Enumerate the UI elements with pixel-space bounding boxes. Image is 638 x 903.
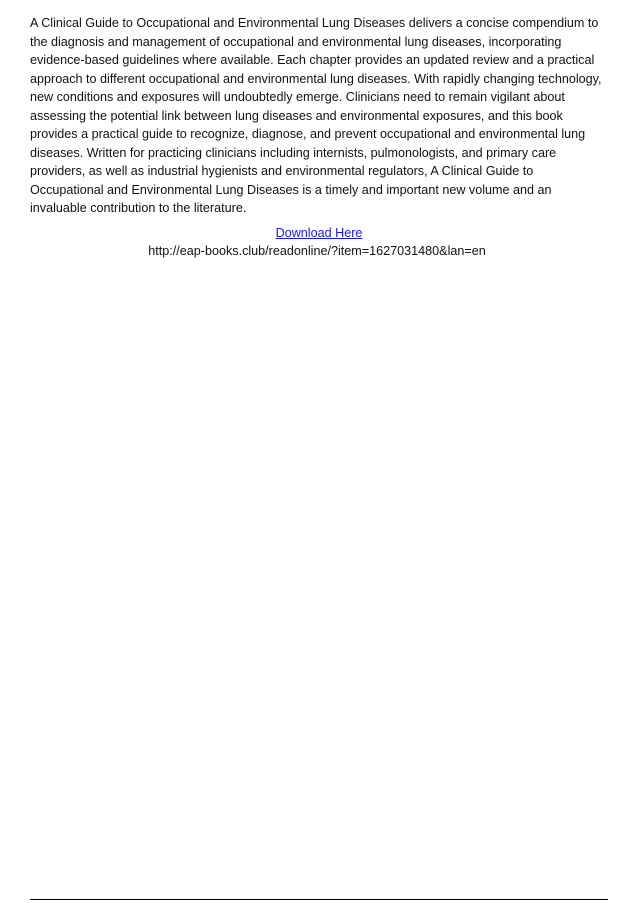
download-section xyxy=(0,224,638,260)
footer-divider xyxy=(30,899,608,900)
book-description: A Clinical Guide to Occupational and Environmental Lung Diseases delivers a concise compendium to the diagnosis and management of occupational and environmental lung diseases, incorporating evidence-based guidelines where available. Each chapter provides an updated review and a practical approach to different occupational and environmental lung diseases. With rapidly changing technology, new conditions and exposures will undoubtedly emerge. Clinicians need to remain vigilant about assessing the potential link between lung diseases and environmental exposures, and this book provides a practical guide to recognize, diagnose, and prevent occupational and environmental lung diseases. Written for practicing clinicians including internists, pulmonologists, and primary care providers, as well as industrial hygienists and environmental regulators, A Clinical Guide to Occupational and Environmental Lung Diseases is a timely and important new volume and an invaluable contribution to the literature. xyxy=(30,16,602,215)
download-here-link[interactable]: Download Here xyxy=(275,226,363,240)
download-url: http://eap-books.club/readonline/?item=1627031480&lan=en xyxy=(148,244,486,258)
